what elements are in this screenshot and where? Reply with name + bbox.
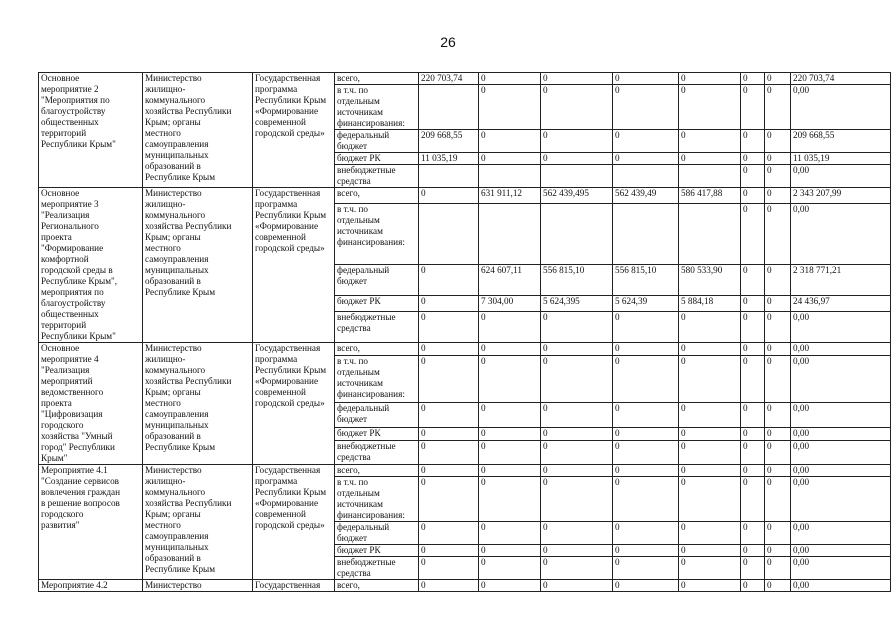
amount-cell: 0 bbox=[613, 85, 679, 130]
amount-cell: 0 bbox=[541, 343, 613, 356]
amount-cell: 0 bbox=[741, 465, 765, 477]
amount-cell: 0 bbox=[741, 427, 765, 440]
amount-cell: 0 bbox=[541, 465, 613, 477]
amount-cell: 0 bbox=[679, 522, 741, 545]
amount-cell: 11 035,19 bbox=[419, 153, 479, 165]
amount-cell: 0 bbox=[479, 557, 541, 580]
amount-cell bbox=[541, 204, 613, 265]
amount-cell: 0 bbox=[479, 427, 541, 440]
amount-cell: 0 bbox=[479, 355, 541, 403]
amount-cell: 0 bbox=[765, 188, 791, 204]
amount-cell: 0 bbox=[679, 465, 741, 477]
amount-cell: 0 bbox=[541, 403, 613, 427]
amount-cell: 0 bbox=[679, 153, 741, 165]
funding-source-cell: федеральный бюджет bbox=[335, 130, 419, 153]
funding-source-cell: внебюджетные средства bbox=[335, 165, 419, 188]
program-cell: Государственная программа Республики Крым «Формирование современной городской среды» bbox=[253, 343, 335, 465]
amount-cell: 0 bbox=[765, 440, 791, 464]
amount-cell: 0 bbox=[741, 557, 765, 580]
table-row bbox=[39, 465, 891, 477]
amount-cell bbox=[479, 204, 541, 265]
program-cell: Государственная программа Республики Крым «Формирование современной городской среды» bbox=[253, 73, 335, 188]
amount-cell: 0 bbox=[741, 85, 765, 130]
amount-cell: 0 bbox=[765, 465, 791, 477]
amount-cell: 0 bbox=[765, 264, 791, 295]
amount-cell: 0 bbox=[479, 545, 541, 557]
amount-cell: 0 bbox=[479, 522, 541, 545]
table-row bbox=[39, 188, 891, 204]
amount-cell: 0 bbox=[765, 204, 791, 265]
amount-cell: 0 bbox=[679, 403, 741, 427]
amount-cell: 0 bbox=[541, 477, 613, 522]
amount-cell: 0 bbox=[479, 85, 541, 130]
page-number: 26 bbox=[440, 34, 456, 50]
amount-cell: 24 436,97 bbox=[791, 295, 891, 311]
amount-cell bbox=[613, 204, 679, 265]
amount-cell: 11 035,19 bbox=[791, 153, 891, 165]
amount-cell: 0 bbox=[741, 580, 765, 592]
amount-cell: 0,00 bbox=[791, 477, 891, 522]
funding-source-cell: всего, bbox=[335, 73, 419, 85]
amount-cell: 0 bbox=[541, 545, 613, 557]
amount-cell: 0,00 bbox=[791, 311, 891, 342]
amount-cell: 0 bbox=[541, 73, 613, 85]
amount-cell: 0 bbox=[765, 427, 791, 440]
amount-cell: 556 815,10 bbox=[613, 264, 679, 295]
amount-cell: 0,00 bbox=[791, 355, 891, 403]
amount-cell: 0 bbox=[765, 73, 791, 85]
funding-source-cell: бюджет РК bbox=[335, 545, 419, 557]
amount-cell: 0 bbox=[613, 580, 679, 592]
funding-source-cell: в т.ч. по отдельным источникам финансирования: bbox=[335, 355, 419, 403]
amount-cell: 0,00 bbox=[791, 557, 891, 580]
amount-cell: 2 343 207,99 bbox=[791, 188, 891, 204]
funding-source-cell: в т.ч. по отдельным источникам финансирования: bbox=[335, 85, 419, 130]
amount-cell: 0 bbox=[679, 580, 741, 592]
amount-cell: 0 bbox=[613, 73, 679, 85]
amount-cell: 0,00 bbox=[791, 343, 891, 356]
amount-cell: 580 533,90 bbox=[679, 264, 741, 295]
amount-cell: 0 bbox=[679, 427, 741, 440]
amount-cell: 0 bbox=[741, 522, 765, 545]
measure-name-cell: Основное мероприятие 4 "Реализация мероприятий ведомственного проекта "Цифровизация городского хозяйства "Умный город" Республики Крым" bbox=[39, 343, 143, 465]
amount-cell: 0 bbox=[541, 85, 613, 130]
funding-source-cell: в т.ч. по отдельным источникам финансирования: bbox=[335, 477, 419, 522]
amount-cell: 5 884,18 bbox=[679, 295, 741, 311]
funding-source-cell: внебюджетные средства bbox=[335, 440, 419, 464]
amount-cell: 0 bbox=[613, 343, 679, 356]
amount-cell: 0 bbox=[613, 465, 679, 477]
amount-cell: 0 bbox=[419, 343, 479, 356]
amount-cell: 624 607,11 bbox=[479, 264, 541, 295]
amount-cell: 0 bbox=[765, 153, 791, 165]
amount-cell: 0 bbox=[541, 311, 613, 342]
funding-source-cell: всего, bbox=[335, 580, 419, 592]
amount-cell: 0 bbox=[419, 427, 479, 440]
program-cell: Государственная bbox=[253, 580, 335, 592]
amount-cell: 7 304,00 bbox=[479, 295, 541, 311]
amount-cell: 0 bbox=[741, 403, 765, 427]
amount-cell: 0 bbox=[541, 522, 613, 545]
amount-cell: 0,00 bbox=[791, 85, 891, 130]
amount-cell bbox=[479, 165, 541, 188]
amount-cell: 0 bbox=[419, 465, 479, 477]
measure-name-cell: Основное мероприятие 2 "Мероприятия по благоустройству общественных территорий Республики Крым" bbox=[39, 73, 143, 188]
funding-source-cell: в т.ч. по отдельным источникам финансирования: bbox=[335, 204, 419, 265]
amount-cell: 0 bbox=[765, 295, 791, 311]
amount-cell: 0 bbox=[419, 477, 479, 522]
amount-cell: 0,00 bbox=[791, 580, 891, 592]
amount-cell: 0 bbox=[613, 355, 679, 403]
table-row bbox=[39, 580, 891, 592]
amount-cell: 0 bbox=[765, 477, 791, 522]
amount-cell: 0 bbox=[479, 580, 541, 592]
amount-cell: 0 bbox=[419, 403, 479, 427]
funding-source-cell: внебюджетные средства bbox=[335, 311, 419, 342]
funding-source-cell: бюджет РК bbox=[335, 153, 419, 165]
amount-cell: 5 624,39 bbox=[613, 295, 679, 311]
amount-cell: 0 bbox=[541, 355, 613, 403]
amount-cell bbox=[419, 85, 479, 130]
amount-cell: 0 bbox=[479, 73, 541, 85]
amount-cell: 0 bbox=[479, 343, 541, 356]
budget-table bbox=[38, 72, 891, 592]
amount-cell: 0 bbox=[765, 403, 791, 427]
measure-name-cell: Мероприятие 4.2 bbox=[39, 580, 143, 592]
funding-source-cell: всего, bbox=[335, 343, 419, 356]
amount-cell: 0 bbox=[541, 427, 613, 440]
amount-cell: 0 bbox=[765, 130, 791, 153]
measure-name-cell: Основное мероприятие 3 "Реализация Регионального проекта "Формирование комфортной городской среды в Республике Крым", мероприятия по благоустройству общественных территорий Республики Крым" bbox=[39, 188, 143, 343]
amount-cell: 0 bbox=[741, 343, 765, 356]
amount-cell: 0 bbox=[741, 73, 765, 85]
amount-cell: 0 bbox=[741, 440, 765, 464]
amount-cell: 0 bbox=[679, 343, 741, 356]
amount-cell: 0 bbox=[613, 557, 679, 580]
amount-cell: 0 bbox=[613, 427, 679, 440]
amount-cell: 0 bbox=[541, 580, 613, 592]
amount-cell: 0,00 bbox=[791, 165, 891, 188]
amount-cell: 631 911,12 bbox=[479, 188, 541, 204]
table-row bbox=[39, 73, 891, 85]
amount-cell: 562 439,49 bbox=[613, 188, 679, 204]
amount-cell: 0 bbox=[741, 188, 765, 204]
amount-cell: 0 bbox=[765, 85, 791, 130]
amount-cell: 209 668,55 bbox=[791, 130, 891, 153]
amount-cell: 0 bbox=[419, 311, 479, 342]
amount-cell bbox=[419, 165, 479, 188]
amount-cell: 0 bbox=[613, 311, 679, 342]
amount-cell: 5 624,395 bbox=[541, 295, 613, 311]
amount-cell: 0 bbox=[741, 311, 765, 342]
amount-cell: 0 bbox=[679, 85, 741, 130]
amount-cell: 0 bbox=[419, 545, 479, 557]
funding-source-cell: бюджет РК bbox=[335, 295, 419, 311]
amount-cell: 209 668,55 bbox=[419, 130, 479, 153]
amount-cell: 0,00 bbox=[791, 522, 891, 545]
amount-cell: 0 bbox=[741, 477, 765, 522]
funding-source-cell: всего, bbox=[335, 188, 419, 204]
amount-cell bbox=[613, 165, 679, 188]
amount-cell: 0 bbox=[741, 153, 765, 165]
amount-cell: 562 439,495 bbox=[541, 188, 613, 204]
amount-cell: 0 bbox=[679, 73, 741, 85]
amount-cell: 0 bbox=[419, 295, 479, 311]
amount-cell: 0 bbox=[479, 465, 541, 477]
executor-cell: Министерство жилищно- коммунального хозяйства Республики Крым; органы местного самоуправления муниципальных образований в Республике Крым bbox=[143, 73, 253, 188]
amount-cell: 0 bbox=[679, 440, 741, 464]
amount-cell: 0 bbox=[765, 522, 791, 545]
table-row bbox=[39, 343, 891, 356]
amount-cell: 0 bbox=[479, 153, 541, 165]
amount-cell: 0 bbox=[479, 130, 541, 153]
amount-cell: 586 417,88 bbox=[679, 188, 741, 204]
amount-cell: 0 bbox=[419, 264, 479, 295]
amount-cell: 0 bbox=[613, 440, 679, 464]
executor-cell: Министерство жилищно- коммунального хозяйства Республики Крым; органы местного самоуправления муниципальных образований в Республике Крым bbox=[143, 188, 253, 343]
amount-cell: 220 703,74 bbox=[419, 73, 479, 85]
amount-cell: 0 bbox=[419, 355, 479, 403]
amount-cell bbox=[679, 204, 741, 265]
amount-cell: 0 bbox=[541, 440, 613, 464]
amount-cell: 0 bbox=[419, 188, 479, 204]
amount-cell: 0 bbox=[479, 440, 541, 464]
amount-cell: 0 bbox=[541, 557, 613, 580]
amount-cell: 0 bbox=[479, 477, 541, 522]
amount-cell: 0,00 bbox=[791, 427, 891, 440]
funding-source-cell: федеральный бюджет bbox=[335, 522, 419, 545]
amount-cell bbox=[679, 165, 741, 188]
amount-cell: 0 bbox=[765, 343, 791, 356]
amount-cell: 0 bbox=[419, 557, 479, 580]
amount-cell: 0 bbox=[541, 153, 613, 165]
amount-cell: 0 bbox=[679, 130, 741, 153]
amount-cell: 0 bbox=[741, 295, 765, 311]
funding-source-cell: федеральный бюджет bbox=[335, 403, 419, 427]
amount-cell: 0 bbox=[679, 545, 741, 557]
amount-cell: 0 bbox=[765, 545, 791, 557]
table-body bbox=[39, 73, 891, 592]
amount-cell: 0 bbox=[679, 557, 741, 580]
amount-cell: 0 bbox=[765, 311, 791, 342]
executor-cell: Министерство жилищно- коммунального хозяйства Республики Крым; органы местного самоуправления муниципальных образований в Республике Крым bbox=[143, 343, 253, 465]
executor-cell: Министерство bbox=[143, 580, 253, 592]
funding-source-cell: внебюджетные средства bbox=[335, 557, 419, 580]
amount-cell: 0 bbox=[613, 477, 679, 522]
amount-cell: 0 bbox=[679, 477, 741, 522]
amount-cell: 0 bbox=[479, 403, 541, 427]
amount-cell bbox=[541, 165, 613, 188]
amount-cell: 0,00 bbox=[791, 204, 891, 265]
funding-source-cell: федеральный бюджет bbox=[335, 264, 419, 295]
amount-cell: 0,00 bbox=[791, 545, 891, 557]
amount-cell: 0 bbox=[613, 130, 679, 153]
amount-cell: 0 bbox=[541, 130, 613, 153]
amount-cell: 0 bbox=[741, 204, 765, 265]
amount-cell: 0 bbox=[741, 545, 765, 557]
amount-cell: 0 bbox=[613, 153, 679, 165]
amount-cell: 0 bbox=[765, 557, 791, 580]
amount-cell: 0 bbox=[741, 264, 765, 295]
amount-cell: 0,00 bbox=[791, 403, 891, 427]
amount-cell: 2 318 771,21 bbox=[791, 264, 891, 295]
amount-cell bbox=[419, 204, 479, 265]
amount-cell: 0 bbox=[741, 355, 765, 403]
amount-cell: 0,00 bbox=[791, 440, 891, 464]
amount-cell: 0,00 bbox=[791, 465, 891, 477]
program-cell: Государственная программа Республики Крым «Формирование современной городской среды» bbox=[253, 188, 335, 343]
amount-cell: 0 bbox=[613, 403, 679, 427]
amount-cell: 0 bbox=[479, 311, 541, 342]
amount-cell: 0 bbox=[419, 580, 479, 592]
amount-cell: 0 bbox=[765, 355, 791, 403]
amount-cell: 0 bbox=[679, 355, 741, 403]
amount-cell: 0 bbox=[613, 545, 679, 557]
executor-cell: Министерство жилищно- коммунального хозяйства Республики Крым; органы местного самоуправления муниципальных образований в Республике Крым bbox=[143, 465, 253, 580]
amount-cell: 0 bbox=[419, 440, 479, 464]
amount-cell: 220 703,74 bbox=[791, 73, 891, 85]
amount-cell: 0 bbox=[741, 130, 765, 153]
amount-cell: 0 bbox=[765, 580, 791, 592]
amount-cell: 0 bbox=[613, 522, 679, 545]
funding-source-cell: всего, bbox=[335, 465, 419, 477]
program-cell: Государственная программа Республики Крым «Формирование современной городской среды» bbox=[253, 465, 335, 580]
amount-cell: 0 bbox=[741, 165, 765, 188]
amount-cell: 0 bbox=[765, 165, 791, 188]
measure-name-cell: Мероприятие 4.1 "Создание сервисов вовлечения граждан в решение вопросов городского развития" bbox=[39, 465, 143, 580]
amount-cell: 0 bbox=[679, 311, 741, 342]
amount-cell: 556 815,10 bbox=[541, 264, 613, 295]
funding-source-cell: бюджет РК bbox=[335, 427, 419, 440]
amount-cell: 0 bbox=[419, 522, 479, 545]
